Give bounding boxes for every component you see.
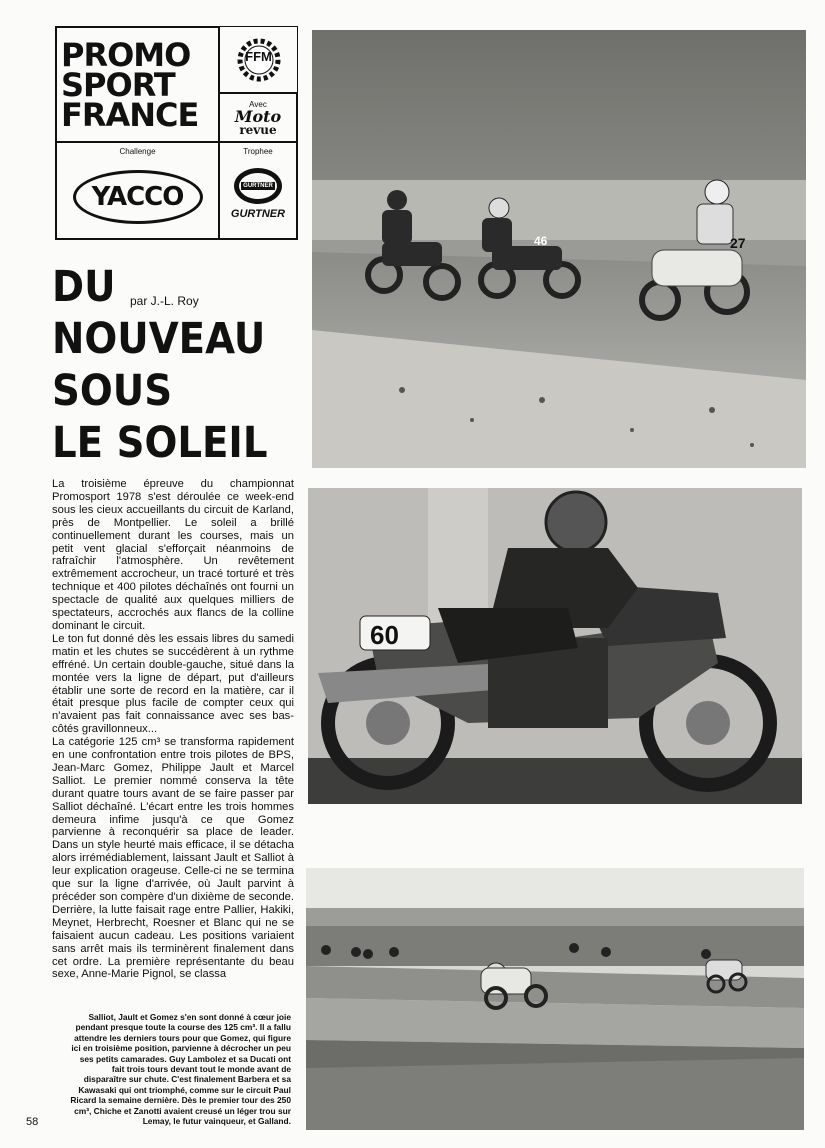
ffm-logo: [219, 27, 297, 93]
photo-three-riders: [312, 30, 806, 468]
race-number-27: 27: [730, 235, 746, 251]
paragraph-2: Le ton fut donné dès les essais libres du samedi matin et les chutes se succédèrent à un rythme effréné. Un certain double-gauche, situé dans la montée vers la ligne de départ, put d'ailleurs établir une sorte de record en la matière, car il était presque plus facile de compter ceux qui n'avaient pas fait connaissance avec ses bas-côtés gravillonneux...: [52, 632, 294, 736]
yacco-text: YACCO: [91, 181, 184, 212]
article-body: [52, 478, 294, 981]
page-number: 58: [26, 1116, 39, 1128]
title-line-3: SOUS: [52, 366, 173, 416]
moto-text: Moto: [234, 106, 282, 126]
gurtner-small-text: GURTNER: [243, 182, 273, 189]
ffm-text: FFM: [245, 49, 272, 64]
moto-revue-logo: [219, 93, 297, 142]
byline: par J.-L. Roy: [130, 294, 199, 308]
paragraph-1: La troisième épreuve du championnat Promosport 1978 s'est déroulée ce week-end sous les cieux accueillants du circuit de Karland, près de Montpellier. Le soleil a brillé continuellement durant les courses, mais un petit vent glacial s'efforçait néanmoins de rafraîchir l'atmosphère. Un revêtement extrêmement accrocheur, un tracé torturé et très technique et 400 pilotes déchaînés ont fourni un spectacle de qualité aux quelques milliers de spectateurs, accrochés aux flancs de la colline dominant le circuit.: [52, 478, 294, 632]
logo-block: [55, 26, 298, 240]
photo-caption: Salliot, Jault et Gomez s'en sont donné à cœur joie pendant presque toute la course des 125 cm³. Il a fallu attendre les derniers tours pour que Gomez, qui figure ici en troisième position, parvienne à décrocher un peu ses petits camarades. Guy Lambolez et sa Ducati ont fait trois tours devant tout le monde avant de disparaître sur chute. C'est finalement Barbera et sa Kawasaki qui ont triomphé, comme sur le circuit Paul Ricard la semaine dernière. Dès le premier tour des 250 cm³, Chiche et Zanotti avaient creusé un léger trou sur Lemay, le futur vainqueur, et Galland.: [70, 1012, 291, 1127]
trophee-label: Trophee: [243, 147, 273, 156]
title-line-1: DU: [52, 262, 116, 312]
paragraph-3: La catégorie 125 cm³ se transforma rapidement en une confrontation entre trois pilotes de BPS, Jean-Marc Gomez, Philippe Jault et Marcel Salliot. Le premier nommé conserva la tête durant quatre tours avant de se faire passer par Salliot déchaîné. L'écart entre les trois hommes demeura infime jusqu'à ce que Gomez parvienne à reconquérir sa place de leader. Dans un style heurté mais efficace, il se détacha alors irrémédiablement, laissant Jault et Salliot à leur explication orageuse. Celle-ci ne se termina que sur la ligne d'arrivée, où Jault parvint à précéder son compère d'un dixième de seconde. Derrière, la lutte faisait rage entre Pallier, Hakiki, Meynet, Herbrecht, Roesner et Blanc qui ne se faisaient aucun cadeau. Les positions variaient sans arrêt mais ils terminèrent finalement dans cet ordre. La première représentante du beau sexe, Anne-Marie Pignol, se classa: [52, 736, 294, 981]
promo-line-3: FRANCE: [61, 95, 199, 134]
race-number-46: 46: [534, 234, 548, 248]
promo-line-1: PROMO: [61, 35, 191, 74]
title-line-4: LE SOLEIL: [52, 418, 268, 468]
yacco-logo: [56, 142, 219, 239]
gurtner-text: GURTNER: [230, 207, 286, 220]
promosport-logo: [56, 27, 219, 142]
race-number-60: 60: [370, 620, 399, 650]
gurtner-logo: [219, 142, 297, 239]
challenge-label: Challenge: [119, 147, 156, 156]
promo-line-2: SPORT: [61, 65, 175, 104]
photo-ducati-60: [308, 488, 802, 804]
revue-text: revue: [239, 122, 277, 137]
title-line-2: NOUVEAU: [52, 314, 266, 364]
avec-label: Avec: [249, 99, 267, 109]
photo-riders-group: [306, 868, 804, 1130]
